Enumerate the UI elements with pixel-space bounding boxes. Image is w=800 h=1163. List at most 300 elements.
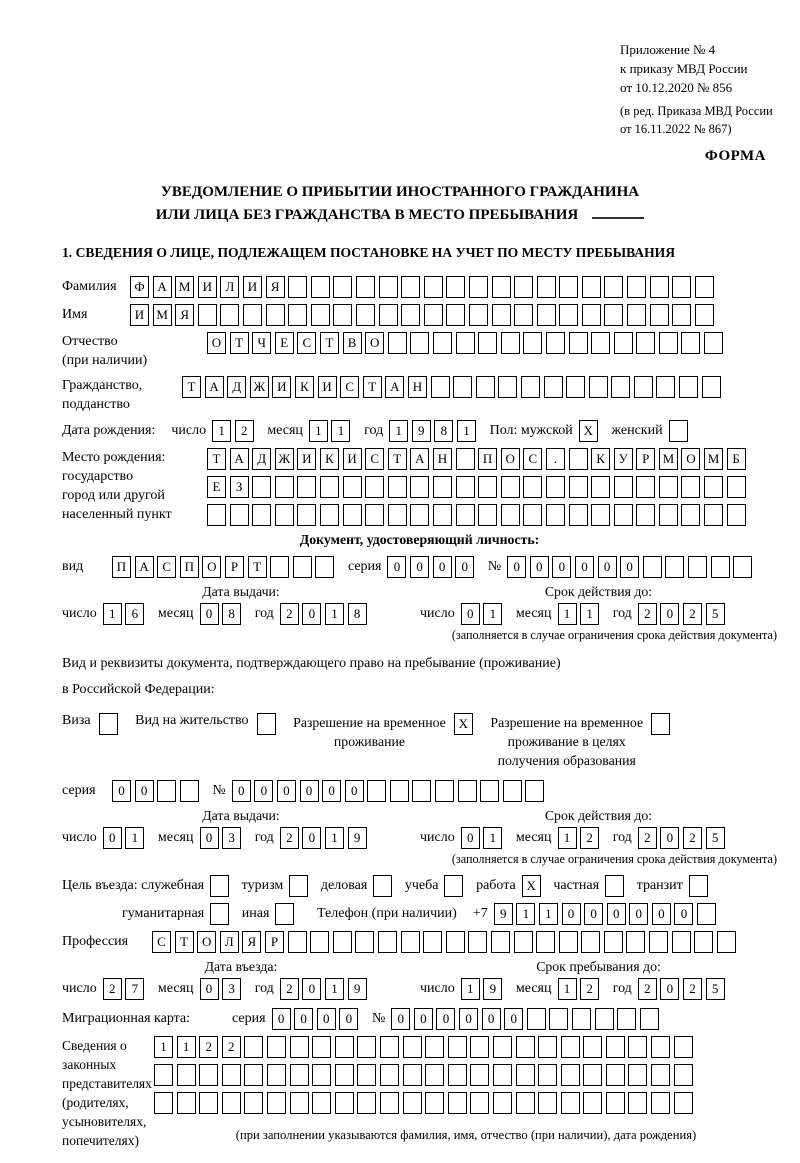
char-box[interactable] [468, 931, 487, 953]
char-box[interactable]: Т [388, 448, 407, 470]
char-box[interactable] [373, 875, 392, 897]
char-box[interactable] [177, 1092, 196, 1114]
char-box[interactable] [614, 332, 633, 354]
char-box[interactable] [478, 332, 497, 354]
char-box[interactable] [357, 1064, 376, 1086]
char-box[interactable] [379, 276, 398, 298]
char-box[interactable]: М [153, 304, 172, 326]
char-box[interactable] [626, 931, 645, 953]
char-box[interactable]: П [180, 556, 199, 578]
char-box[interactable] [243, 304, 262, 326]
char-box[interactable] [514, 304, 533, 326]
char-box[interactable] [456, 504, 475, 526]
char-box[interactable]: 2 [103, 978, 122, 1000]
char-box[interactable] [380, 1064, 399, 1086]
char-box[interactable]: Р [636, 448, 655, 470]
char-box[interactable] [544, 376, 563, 398]
char-box[interactable]: Ф [130, 276, 149, 298]
char-box[interactable] [501, 476, 520, 498]
permit-valid-year-boxes[interactable] [638, 827, 728, 849]
char-box[interactable] [410, 476, 429, 498]
birth-place-row2-boxes[interactable] [207, 476, 749, 498]
char-box[interactable]: П [478, 448, 497, 470]
char-box[interactable] [656, 376, 675, 398]
char-box[interactable]: Я [266, 276, 285, 298]
char-box[interactable]: 0 [302, 827, 321, 849]
char-box[interactable] [516, 1064, 535, 1086]
char-box[interactable]: А [153, 276, 172, 298]
char-box[interactable] [679, 376, 698, 398]
char-box[interactable]: X [454, 713, 473, 735]
char-box[interactable] [423, 931, 442, 953]
char-box[interactable] [403, 1092, 422, 1114]
char-box[interactable] [410, 332, 429, 354]
char-box[interactable]: 0 [300, 780, 319, 802]
char-box[interactable]: 0 [232, 780, 251, 802]
char-box[interactable] [681, 476, 700, 498]
char-box[interactable] [493, 1092, 512, 1114]
entry-year-boxes[interactable] [280, 978, 370, 1000]
char-box[interactable]: И [198, 276, 217, 298]
char-box[interactable]: 5 [706, 827, 725, 849]
char-box[interactable] [617, 1008, 636, 1030]
char-box[interactable] [244, 1036, 263, 1058]
char-box[interactable]: 1 [483, 603, 502, 625]
char-box[interactable] [516, 1036, 535, 1058]
char-box[interactable]: 8 [222, 603, 241, 625]
char-box[interactable]: 0 [345, 780, 364, 802]
char-box[interactable] [199, 1064, 218, 1086]
char-box[interactable]: 1 [558, 603, 577, 625]
char-box[interactable] [549, 1008, 568, 1030]
char-box[interactable] [695, 276, 714, 298]
given-name-boxes[interactable] [130, 304, 717, 326]
char-box[interactable]: 0 [530, 556, 549, 578]
char-box[interactable] [559, 931, 578, 953]
char-box[interactable] [244, 1092, 263, 1114]
phone-boxes[interactable] [494, 903, 720, 925]
char-box[interactable] [674, 1092, 693, 1114]
char-box[interactable] [388, 332, 407, 354]
entry-day-boxes[interactable] [103, 978, 148, 1000]
char-box[interactable] [628, 1064, 647, 1086]
char-box[interactable]: 0 [660, 978, 679, 1000]
residence-permit-checkbox[interactable] [257, 713, 280, 735]
char-box[interactable] [320, 476, 339, 498]
purpose-work-checkbox[interactable] [522, 875, 545, 897]
char-box[interactable]: О [202, 556, 221, 578]
permit-number-boxes[interactable] [232, 780, 548, 802]
char-box[interactable] [498, 376, 517, 398]
char-box[interactable] [704, 504, 723, 526]
char-box[interactable]: А [205, 376, 224, 398]
char-box[interactable] [711, 556, 730, 578]
char-box[interactable]: 0 [660, 827, 679, 849]
char-box[interactable] [674, 1036, 693, 1058]
char-box[interactable]: Б [727, 448, 746, 470]
char-box[interactable]: 1 [325, 978, 344, 1000]
char-box[interactable] [410, 504, 429, 526]
char-box[interactable]: 5 [706, 978, 725, 1000]
char-box[interactable] [516, 1092, 535, 1114]
char-box[interactable]: 0 [461, 603, 480, 625]
char-box[interactable] [293, 556, 312, 578]
char-box[interactable] [297, 504, 316, 526]
char-box[interactable] [688, 556, 707, 578]
char-box[interactable] [501, 332, 520, 354]
char-box[interactable]: 0 [410, 556, 429, 578]
char-box[interactable] [538, 1092, 557, 1114]
char-box[interactable] [538, 1036, 557, 1058]
char-box[interactable]: 0 [652, 903, 671, 925]
char-box[interactable] [492, 276, 511, 298]
char-box[interactable] [266, 304, 285, 326]
purpose-business-checkbox[interactable] [373, 875, 396, 897]
char-box[interactable]: 0 [607, 903, 626, 925]
char-box[interactable] [403, 1064, 422, 1086]
char-box[interactable] [244, 1064, 263, 1086]
char-box[interactable] [312, 1036, 331, 1058]
char-box[interactable]: Т [320, 332, 339, 354]
char-box[interactable]: 2 [280, 978, 299, 1000]
char-box[interactable]: 0 [414, 1008, 433, 1030]
char-box[interactable] [689, 875, 708, 897]
char-box[interactable]: 0 [200, 978, 219, 1000]
legal-reps-row1-boxes[interactable] [154, 1036, 696, 1058]
legal-reps-row3-boxes[interactable] [154, 1092, 696, 1114]
char-box[interactable]: 0 [294, 1008, 313, 1030]
char-box[interactable] [433, 504, 452, 526]
char-box[interactable]: З [230, 476, 249, 498]
char-box[interactable] [478, 476, 497, 498]
char-box[interactable] [717, 931, 736, 953]
sex-male-checkbox[interactable] [579, 420, 602, 442]
birth-place-row1-boxes[interactable] [207, 448, 749, 470]
char-box[interactable] [606, 1064, 625, 1086]
permit-valid-month-boxes[interactable] [558, 827, 603, 849]
char-box[interactable] [527, 1008, 546, 1030]
char-box[interactable] [514, 276, 533, 298]
char-box[interactable] [582, 276, 601, 298]
char-box[interactable] [252, 476, 271, 498]
char-box[interactable] [537, 304, 556, 326]
char-box[interactable]: Я [175, 304, 194, 326]
char-box[interactable]: 0 [504, 1008, 523, 1030]
char-box[interactable] [456, 476, 475, 498]
char-box[interactable]: 0 [507, 556, 526, 578]
char-box[interactable]: Т [230, 332, 249, 354]
char-box[interactable] [210, 903, 229, 925]
char-box[interactable] [493, 1064, 512, 1086]
char-box[interactable] [595, 1008, 614, 1030]
char-box[interactable]: 0 [339, 1008, 358, 1030]
char-box[interactable] [546, 332, 565, 354]
char-box[interactable]: 1 [457, 420, 476, 442]
char-box[interactable] [446, 304, 465, 326]
char-box[interactable]: 0 [674, 903, 693, 925]
char-box[interactable] [681, 504, 700, 526]
char-box[interactable]: 6 [125, 603, 144, 625]
char-box[interactable] [469, 304, 488, 326]
doc-issue-year-boxes[interactable] [280, 603, 370, 625]
char-box[interactable] [523, 504, 542, 526]
legal-reps-row2-boxes[interactable] [154, 1064, 696, 1086]
surname-boxes[interactable] [130, 276, 717, 298]
char-box[interactable] [470, 1064, 489, 1086]
char-box[interactable] [643, 556, 662, 578]
char-box[interactable] [694, 931, 713, 953]
char-box[interactable] [469, 276, 488, 298]
birth-month-boxes[interactable] [309, 420, 354, 442]
char-box[interactable] [674, 1064, 693, 1086]
char-box[interactable] [659, 504, 678, 526]
char-box[interactable] [355, 931, 374, 953]
char-box[interactable] [180, 780, 199, 802]
char-box[interactable]: 0 [584, 903, 603, 925]
birth-day-boxes[interactable] [212, 420, 257, 442]
char-box[interactable]: 2 [638, 827, 657, 849]
char-box[interactable] [521, 376, 540, 398]
char-box[interactable] [448, 1064, 467, 1086]
char-box[interactable]: Н [433, 448, 452, 470]
char-box[interactable] [546, 504, 565, 526]
char-box[interactable] [220, 304, 239, 326]
char-box[interactable]: Т [175, 931, 194, 953]
char-box[interactable] [727, 504, 746, 526]
char-box[interactable]: 3 [222, 827, 241, 849]
char-box[interactable] [453, 376, 472, 398]
char-box[interactable] [582, 304, 601, 326]
char-box[interactable] [640, 1008, 659, 1030]
char-box[interactable]: 0 [103, 827, 122, 849]
profession-boxes[interactable] [152, 931, 739, 953]
char-box[interactable]: 2 [199, 1036, 218, 1058]
char-box[interactable] [569, 504, 588, 526]
char-box[interactable] [335, 1036, 354, 1058]
char-box[interactable]: А [230, 448, 249, 470]
char-box[interactable] [380, 1036, 399, 1058]
char-box[interactable] [492, 304, 511, 326]
char-box[interactable]: 1 [154, 1036, 173, 1058]
purpose-humanitarian-checkbox[interactable] [210, 903, 233, 925]
char-box[interactable] [704, 476, 723, 498]
char-box[interactable]: 0 [629, 903, 648, 925]
citizenship-boxes[interactable] [182, 376, 724, 398]
char-box[interactable]: М [175, 276, 194, 298]
char-box[interactable] [157, 780, 176, 802]
char-box[interactable] [651, 713, 670, 735]
char-box[interactable] [310, 931, 329, 953]
char-box[interactable] [275, 903, 294, 925]
doc-number-boxes[interactable] [507, 556, 756, 578]
char-box[interactable] [561, 1092, 580, 1114]
char-box[interactable] [478, 504, 497, 526]
char-box[interactable] [650, 276, 669, 298]
char-box[interactable] [448, 1092, 467, 1114]
char-box[interactable] [320, 504, 339, 526]
char-box[interactable] [606, 1036, 625, 1058]
char-box[interactable]: Р [265, 931, 284, 953]
patronymic-boxes[interactable] [207, 332, 727, 354]
char-box[interactable] [628, 1036, 647, 1058]
purpose-study-checkbox[interactable] [444, 875, 467, 897]
char-box[interactable]: 0 [391, 1008, 410, 1030]
char-box[interactable]: Н [408, 376, 427, 398]
char-box[interactable] [583, 1064, 602, 1086]
permit-valid-day-boxes[interactable] [461, 827, 506, 849]
char-box[interactable]: 8 [348, 603, 367, 625]
char-box[interactable]: 0 [302, 603, 321, 625]
char-box[interactable] [267, 1036, 286, 1058]
char-box[interactable]: Т [207, 448, 226, 470]
char-box[interactable] [289, 875, 308, 897]
char-box[interactable]: . [546, 448, 565, 470]
char-box[interactable] [424, 304, 443, 326]
char-box[interactable] [198, 304, 217, 326]
char-box[interactable] [538, 1064, 557, 1086]
char-box[interactable] [659, 332, 678, 354]
char-box[interactable]: 2 [580, 978, 599, 1000]
char-box[interactable]: 0 [598, 556, 617, 578]
char-box[interactable]: 0 [135, 780, 154, 802]
char-box[interactable] [672, 931, 691, 953]
char-box[interactable]: А [135, 556, 154, 578]
char-box[interactable] [650, 304, 669, 326]
temp-permit-edu-checkbox[interactable] [651, 713, 674, 735]
char-box[interactable]: X [579, 420, 598, 442]
char-box[interactable] [335, 1064, 354, 1086]
entry-month-boxes[interactable] [200, 978, 245, 1000]
char-box[interactable] [636, 504, 655, 526]
char-box[interactable] [591, 476, 610, 498]
char-box[interactable]: 1 [461, 978, 480, 1000]
char-box[interactable] [312, 1064, 331, 1086]
char-box[interactable] [569, 332, 588, 354]
char-box[interactable] [390, 780, 409, 802]
stay-month-boxes[interactable] [558, 978, 603, 1000]
char-box[interactable] [614, 476, 633, 498]
char-box[interactable]: 2 [638, 978, 657, 1000]
char-box[interactable]: 9 [348, 978, 367, 1000]
char-box[interactable] [290, 1036, 309, 1058]
char-box[interactable]: 1 [325, 603, 344, 625]
char-box[interactable] [476, 376, 495, 398]
char-box[interactable]: 2 [638, 603, 657, 625]
char-box[interactable]: 9 [494, 903, 513, 925]
char-box[interactable] [311, 304, 330, 326]
char-box[interactable] [290, 1092, 309, 1114]
char-box[interactable] [275, 504, 294, 526]
char-box[interactable] [659, 476, 678, 498]
char-box[interactable] [611, 376, 630, 398]
char-box[interactable]: И [272, 376, 291, 398]
char-box[interactable] [388, 504, 407, 526]
char-box[interactable] [561, 1064, 580, 1086]
doc-valid-year-boxes[interactable] [638, 603, 728, 625]
char-box[interactable] [501, 504, 520, 526]
char-box[interactable] [456, 448, 475, 470]
char-box[interactable] [365, 476, 384, 498]
char-box[interactable]: К [295, 376, 314, 398]
char-box[interactable] [290, 1064, 309, 1086]
doc-series-boxes[interactable] [387, 556, 477, 578]
char-box[interactable]: Т [182, 376, 201, 398]
char-box[interactable] [672, 276, 691, 298]
char-box[interactable]: 1 [539, 903, 558, 925]
char-box[interactable]: 8 [434, 420, 453, 442]
char-box[interactable] [433, 332, 452, 354]
doc-issue-day-boxes[interactable] [103, 603, 148, 625]
char-box[interactable] [210, 875, 229, 897]
char-box[interactable]: 1 [103, 603, 122, 625]
char-box[interactable] [604, 931, 623, 953]
birth-year-boxes[interactable] [389, 420, 479, 442]
char-box[interactable]: О [207, 332, 226, 354]
char-box[interactable] [470, 1036, 489, 1058]
mig-series-boxes[interactable] [272, 1008, 362, 1030]
char-box[interactable] [267, 1064, 286, 1086]
char-box[interactable]: 0 [433, 556, 452, 578]
char-box[interactable] [335, 1092, 354, 1114]
char-box[interactable] [433, 476, 452, 498]
char-box[interactable] [424, 276, 443, 298]
char-box[interactable] [649, 931, 668, 953]
char-box[interactable] [343, 476, 362, 498]
char-box[interactable]: 0 [455, 556, 474, 578]
char-box[interactable] [536, 931, 555, 953]
char-box[interactable] [357, 1036, 376, 1058]
char-box[interactable]: 0 [112, 780, 131, 802]
char-box[interactable]: У [614, 448, 633, 470]
char-box[interactable]: 2 [683, 978, 702, 1000]
char-box[interactable] [312, 1092, 331, 1114]
char-box[interactable] [537, 276, 556, 298]
char-box[interactable] [681, 332, 700, 354]
char-box[interactable]: 0 [272, 1008, 291, 1030]
char-box[interactable]: 0 [254, 780, 273, 802]
char-box[interactable] [470, 1092, 489, 1114]
char-box[interactable] [401, 304, 420, 326]
permit-series-boxes[interactable] [112, 780, 202, 802]
char-box[interactable] [288, 931, 307, 953]
char-box[interactable] [425, 1064, 444, 1086]
char-box[interactable]: 1 [389, 420, 408, 442]
char-box[interactable]: 0 [387, 556, 406, 578]
char-box[interactable]: 0 [620, 556, 639, 578]
char-box[interactable] [651, 1092, 670, 1114]
char-box[interactable] [99, 713, 118, 735]
char-box[interactable] [606, 1092, 625, 1114]
char-box[interactable]: Е [275, 332, 294, 354]
char-box[interactable] [199, 1092, 218, 1114]
char-box[interactable] [702, 376, 721, 398]
char-box[interactable]: С [340, 376, 359, 398]
char-box[interactable]: 0 [482, 1008, 501, 1030]
char-box[interactable] [569, 476, 588, 498]
char-box[interactable]: 1 [125, 827, 144, 849]
char-box[interactable]: С [365, 448, 384, 470]
char-box[interactable]: 1 [483, 827, 502, 849]
char-box[interactable] [177, 1064, 196, 1086]
char-box[interactable] [651, 1064, 670, 1086]
char-box[interactable]: 0 [302, 978, 321, 1000]
char-box[interactable]: 9 [348, 827, 367, 849]
permit-issue-month-boxes[interactable] [200, 827, 245, 849]
char-box[interactable]: Ч [252, 332, 271, 354]
char-box[interactable]: Д [227, 376, 246, 398]
char-box[interactable] [614, 504, 633, 526]
char-box[interactable] [523, 476, 542, 498]
